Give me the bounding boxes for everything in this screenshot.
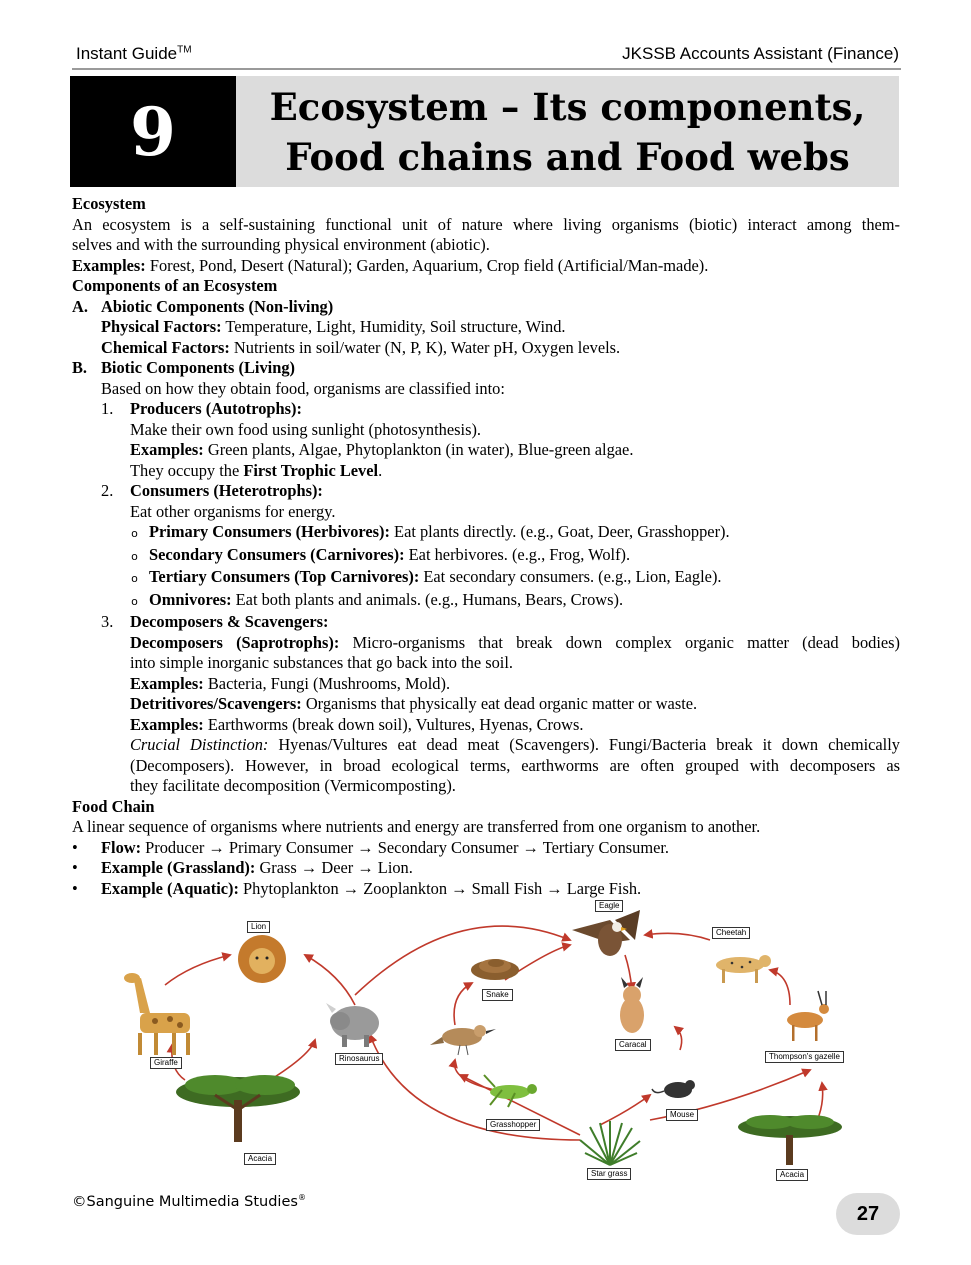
detritivores-examples-text: Earthworms (break down soil), Vultures, Hyenas, Crows. [203,714,584,734]
rinosaurus-icon [326,1003,379,1047]
abiotic-title: Abiotic Components (Non-living) [101,296,334,316]
producers-examples-label: Examples: [130,440,204,459]
primary-label: Primary Consumers (Herbivores): [149,522,390,541]
detritivores-examples [72,715,900,736]
bullet-circle: o [131,549,138,563]
crucial-distinction-3: they facilitate decomposition (Vermicomposting). [130,776,456,795]
grasshopper-icon [484,1075,537,1107]
producers-heading [72,399,900,420]
label-cheetah: Cheetah [712,927,750,939]
snake-icon [471,959,519,980]
arrow-stargrass-mouse [600,1095,650,1125]
label-caracal: Caracal [615,1039,651,1051]
mouse-icon [652,1080,695,1098]
bullet-circle: o [131,594,138,608]
header-divider [72,68,901,70]
cheetah-icon [716,955,771,983]
decomposers-examples [72,674,900,695]
producers-line-1: Make their own food using sunlight (photosynthesis). [130,419,482,439]
label-acacia-left: Acacia [244,1153,276,1165]
label-star-grass: Star grass [587,1168,631,1180]
abiotic-heading [72,297,900,318]
gazelle-icon [787,991,829,1041]
consumer-primary [72,522,900,545]
physical-text: Temperature, Light, Humidity, Soil structure, Wind. [221,317,566,336]
arrow-mouse-caracal [675,1027,682,1050]
producers-title: Producers (Autotrophs): [130,399,302,418]
label-eagle: Eagle [595,900,623,912]
tertiary-label: Tertiary Consumers (Top Carnivores): [149,567,420,586]
bullet-circle: o [131,527,138,540]
ecosystem-definition-1: An ecosystem is a self-sustaining functional unit of nature where living organisms (biotic) interact among them- [72,214,900,234]
detritivores-label: Detritivores/Scavengers: [130,694,302,713]
ecosystem-definition-2: selves and with the surrounding physical environment (abiotic). [72,235,490,254]
label-rinosaurus: Rinosaurus [335,1053,383,1065]
examples-text: Forest, Pond, Desert (Natural); Garden, Aquarium, Crop field (Artificial/Man-made). [145,255,709,275]
producers-trophic-c: . [378,460,383,480]
arrow-rino-eagle [355,926,570,995]
producers-trophic-a: They occupy the [130,460,244,480]
consumer-tertiary [72,567,900,590]
flow-text: Producer → Primary Consumer → Secondary Consumer → Tertiary Consumer. [141,837,670,857]
chapter-body [72,194,900,899]
primary-text: Eat plants directly. (e.g., Goat, Deer, Grasshopper). [389,522,730,541]
foodchain-definition: A linear sequence of organisms where nutrients and energy are transferred from one organism to another. [72,817,761,836]
chapter-number: 9 [70,76,236,187]
crucial-text-1: Hyenas/Vultures eat dead meat (Scavengers). Fungi/Bacteria break it down chemically [268,735,900,754]
omnivores-text: Eat both plants and animals. (e.g., Humans, Bears, Crows). [231,589,624,609]
crucial-distinction-2: (Decomposers). However, in broad ecological terms, earthworms are often grouped with decomposers as [130,755,900,775]
giraffe-icon [124,973,190,1055]
food-web-diagram [110,895,860,1185]
bullet-dot: • [72,858,78,877]
tertiary-text: Eat secondary consumers. (e.g., Lion, Eagle). [419,567,722,586]
biotic-intro: Based on how they obtain food, organisms are classified into: [101,378,505,398]
ecosystem-heading: Ecosystem [72,194,146,213]
chemical-factors [72,338,900,359]
grassland-label: Example (Grassland): [101,858,256,877]
producers-trophic-b: First Trophic Level [243,460,379,480]
consumers-title: Consumers (Heterotrophs): [130,481,323,500]
header-right: JKSSB Accounts Assistant (Finance) [622,44,899,63]
biotic-title: Biotic Components (Living) [101,358,295,377]
decomposers-def-1 [72,633,900,654]
consumer-secondary [72,545,900,568]
label-lion: Lion [247,921,270,933]
trademark-mark: TM [177,44,192,56]
consumers-heading [72,481,900,502]
chapter-title-line1: Ecosystem – Its components, [269,84,866,129]
foodchain-flow [72,838,900,859]
flow-label: Flow: [101,837,142,857]
label-gazelle: Thompson's gazelle [765,1051,844,1063]
star-grass-icon [580,1121,640,1165]
bullet-circle: o [131,572,138,585]
biotic-marker: B. [72,358,88,377]
footer-copyright [72,1193,306,1210]
consumers-number: 2. [101,481,114,500]
biotic-heading [72,358,900,379]
decomposers-text-1: Micro-organisms that break down complex organic matter (dead bodies) [339,632,901,652]
ecosystem-examples [72,256,900,277]
chemical-text: Nutrients in soil/water (N, P, K), Water pH, Oxygen levels. [229,337,621,357]
examples-label: Examples: [72,255,146,275]
page-number: 27 [836,1193,900,1235]
producers-number: 1. [101,399,114,418]
decomposers-heading [72,612,900,633]
grassland-text: Grass → Deer → Lion. [255,858,413,877]
detritivores-text: Organisms that physically eat dead organic matter or waste. [301,694,698,713]
acacia-tree-icon [738,1115,842,1165]
acacia-tree-icon [176,1075,300,1142]
producers-trophic [72,461,900,482]
components-heading: Components of an Ecosystem [72,276,278,295]
decomposers-def-2: into simple inorganic substances that go back into the soil. [130,653,513,672]
chapter-title-line2: Food chains and Food webs [285,134,850,179]
decomposers-number: 3. [101,612,114,631]
consumer-omnivores [72,590,900,613]
decomposers-examples-text: Bacteria, Fungi (Mushrooms, Mold). [203,673,451,693]
chemical-label: Chemical Factors: [101,337,230,357]
aquatic-text: Phytoplankton → Zooplankton → Small Fish → Large Fish. [238,878,642,898]
arrow-bird-snake [454,983,472,1025]
physical-label: Physical Factors: [101,317,222,336]
decomposers-title: Decomposers & Scavengers: [130,612,329,631]
abiotic-marker: A. [72,296,88,316]
lion-icon [238,935,286,983]
physical-factors [72,317,900,338]
crucial-label: Crucial Distinction: [130,735,269,754]
label-grasshopper: Grasshopper [486,1119,540,1131]
secondary-text: Eat herbivores. (e.g., Frog, Wolf). [404,544,631,564]
arrow-rino-lion [305,955,355,1005]
arrow-acacia-rino [270,1040,315,1080]
bullet-dot: • [72,878,78,898]
arrow-cheetah-eagle [645,933,710,940]
guide-name: Instant Guide [76,44,178,63]
foodchain-heading: Food Chain [72,796,155,816]
header-left [76,44,192,64]
eagle-icon [572,910,640,956]
registered-mark: ® [297,1193,306,1202]
label-giraffe: Giraffe [150,1057,182,1069]
decomposers-examples-label: Examples: [130,673,204,693]
secondary-label: Secondary Consumers (Carnivores): [149,544,405,564]
arrow-stargrass-rino [370,1035,580,1140]
label-acacia-right: Acacia [776,1169,808,1181]
crucial-distinction-1 [72,735,900,756]
copyright-text: ©Sanguine Multimedia Studies [72,1193,298,1210]
producers-examples-text: Green plants, Algae, Phytoplankton (in water), Blue-green algae. [203,440,634,459]
detritivores-examples-label: Examples: [130,714,204,734]
consumers-line-1: Eat other organisms for energy. [130,501,336,521]
omnivores-label: Omnivores: [149,589,232,609]
producers-examples [72,440,900,461]
chapter-title [236,76,899,187]
foodchain-grassland [72,858,900,879]
label-snake: Snake [482,989,513,1001]
decomposers-label: Decomposers (Saprotrophs): [130,632,340,652]
bird-icon [430,1025,496,1055]
arrow-gazelle-cheetah [770,970,790,1005]
arrow-giraffe-lion [165,955,230,985]
detritivores-def [72,694,900,715]
aquatic-label: Example (Aquatic): [101,878,239,898]
bullet-dot: • [72,837,78,857]
label-mouse: Mouse [666,1109,698,1121]
